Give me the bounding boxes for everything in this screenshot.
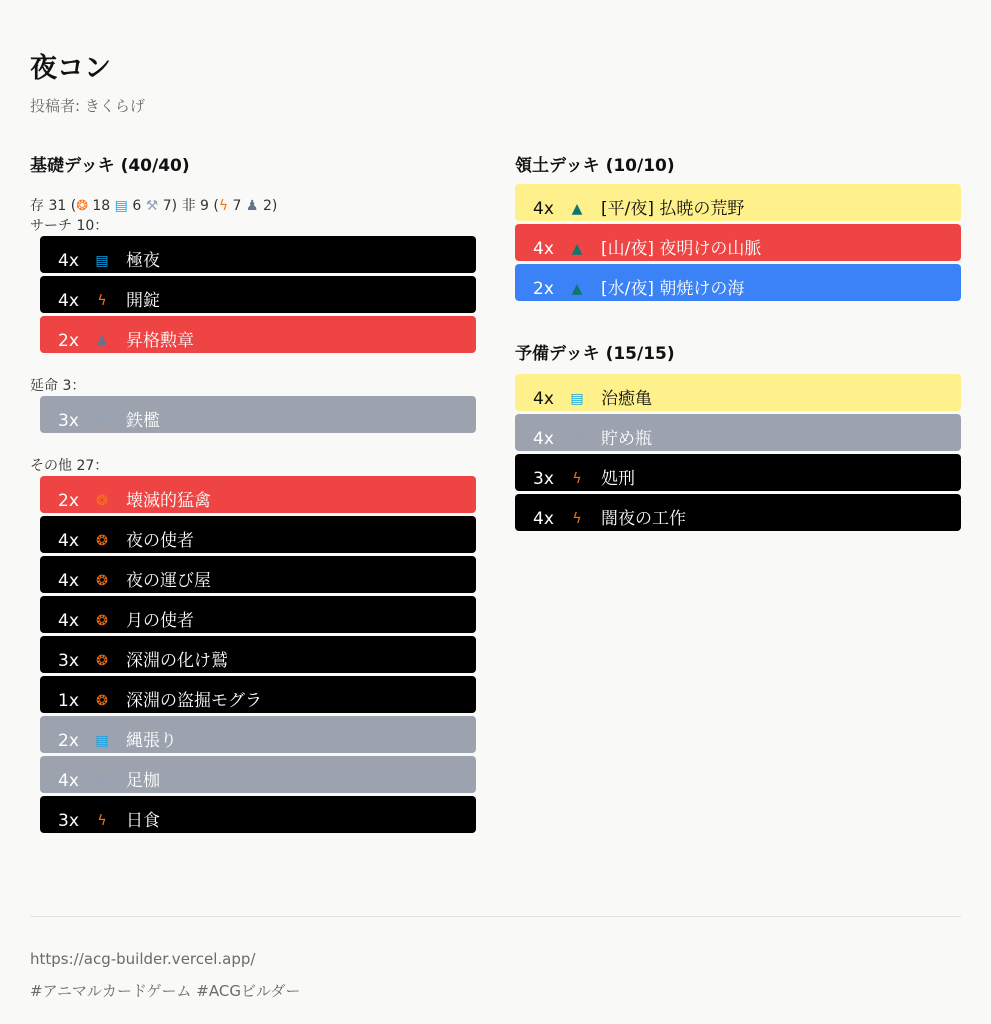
main-deck-categories bbox=[30, 216, 476, 833]
summary-tool-count: 7) bbox=[162, 198, 178, 214]
page-title: 夜コン bbox=[30, 53, 111, 84]
card-name: 治癒亀 bbox=[601, 389, 652, 409]
card-count: 4x bbox=[58, 531, 79, 551]
bolt-icon: ϟ bbox=[97, 813, 107, 829]
card-count: 3x bbox=[58, 811, 79, 831]
card-count: 4x bbox=[58, 771, 79, 791]
category-card-list bbox=[40, 476, 476, 833]
card-count: 4x bbox=[533, 509, 554, 529]
category-label: サーチ 10： bbox=[30, 218, 109, 234]
summary-prefix: 存 31 ( bbox=[30, 198, 77, 214]
fox-icon: ❂ bbox=[96, 573, 108, 589]
card-name: 夜の運び屋 bbox=[126, 571, 211, 591]
card-row[interactable] bbox=[40, 396, 476, 433]
card-name: 闇夜の工作 bbox=[601, 509, 686, 529]
card-name: 縄張り bbox=[126, 731, 177, 751]
card-name: 日食 bbox=[126, 811, 160, 831]
card-row[interactable] bbox=[515, 374, 961, 411]
card-row[interactable] bbox=[40, 716, 476, 753]
author-line: 投稿者: きくらげ bbox=[30, 97, 145, 115]
category-card-list bbox=[40, 396, 476, 433]
card-count: 4x bbox=[58, 251, 79, 271]
card-row[interactable] bbox=[40, 756, 476, 793]
card-row[interactable] bbox=[515, 224, 961, 261]
map-icon: ▤ bbox=[114, 198, 128, 214]
card-count: 4x bbox=[533, 199, 554, 219]
card-row[interactable] bbox=[40, 516, 476, 553]
card-row[interactable] bbox=[40, 796, 476, 833]
card-count: 4x bbox=[58, 291, 79, 311]
summary-bolt-count: 7 bbox=[232, 198, 242, 214]
summary-fox-count: 18 bbox=[92, 198, 111, 214]
card-count: 4x bbox=[58, 571, 79, 591]
card-name: 極夜 bbox=[126, 251, 160, 271]
bolt-icon: ϟ bbox=[218, 198, 229, 214]
fox-icon: ❂ bbox=[96, 613, 108, 629]
card-count: 4x bbox=[533, 389, 554, 409]
bolt-icon: ϟ bbox=[572, 511, 582, 527]
territory-deck-heading: 領土デッキ (10/10) bbox=[515, 156, 675, 176]
deck-summary bbox=[30, 196, 476, 216]
person-icon: ♟ bbox=[95, 333, 109, 349]
bolt-icon: ϟ bbox=[572, 471, 582, 487]
category-label: 延命 3： bbox=[30, 378, 86, 394]
card-name: 開錠 bbox=[126, 291, 160, 311]
card-row[interactable] bbox=[40, 236, 476, 273]
card-count: 3x bbox=[58, 411, 79, 431]
bolt-icon: ϟ bbox=[97, 293, 107, 309]
fox-icon: ❂ bbox=[96, 533, 108, 549]
card-row[interactable] bbox=[40, 276, 476, 313]
card-name: 昇格勲章 bbox=[126, 331, 194, 351]
card-row[interactable] bbox=[515, 184, 961, 221]
card-count: 3x bbox=[58, 651, 79, 671]
territory-card-list bbox=[515, 184, 961, 301]
card-row[interactable] bbox=[40, 316, 476, 353]
card-row[interactable] bbox=[515, 454, 961, 491]
card-name: 深淵の化け鷲 bbox=[126, 651, 228, 671]
card-name: [平/夜] 払暁の荒野 bbox=[601, 199, 745, 219]
wrench-icon: ⚒ bbox=[95, 773, 109, 789]
map-icon: ▤ bbox=[95, 733, 109, 749]
card-count: 2x bbox=[58, 731, 79, 751]
landscape-icon: ▲ bbox=[571, 201, 583, 217]
wrench-icon: ⚒ bbox=[570, 431, 584, 447]
card-row[interactable] bbox=[515, 494, 961, 531]
reserve-card-list bbox=[515, 374, 961, 531]
main-deck-heading: 基礎デッキ (40/40) bbox=[30, 156, 190, 176]
card-row[interactable] bbox=[40, 636, 476, 673]
card-row[interactable] bbox=[40, 596, 476, 633]
footer-hashtags: #アニマルカードゲーム #ACGビルダー bbox=[30, 982, 301, 1000]
card-name: 夜の使者 bbox=[126, 531, 194, 551]
card-name: 月の使者 bbox=[126, 611, 194, 631]
card-row[interactable] bbox=[515, 264, 961, 301]
wrench-icon: ⚒ bbox=[95, 413, 109, 429]
card-count: 2x bbox=[58, 491, 79, 511]
summary-map-count: 6 bbox=[132, 198, 142, 214]
footer-url-link[interactable]: https://acg-builder.vercel.app/ bbox=[30, 950, 256, 968]
fox-icon: ❂ bbox=[96, 693, 108, 709]
card-count: 4x bbox=[533, 239, 554, 259]
card-count: 4x bbox=[533, 429, 554, 449]
landscape-icon: ▲ bbox=[571, 241, 583, 257]
card-row[interactable] bbox=[40, 476, 476, 513]
category-card-list bbox=[40, 236, 476, 353]
card-name: 処刑 bbox=[601, 469, 635, 489]
map-icon: ▤ bbox=[570, 391, 584, 407]
landscape-icon: ▲ bbox=[571, 281, 583, 297]
person-icon: ♟ bbox=[245, 198, 259, 214]
tools-icon: ⚒ bbox=[145, 198, 159, 214]
card-count: 3x bbox=[533, 469, 554, 489]
card-count: 2x bbox=[533, 279, 554, 299]
footer-divider bbox=[30, 916, 961, 917]
card-count: 4x bbox=[58, 611, 79, 631]
card-name: 壊滅的猛禽 bbox=[126, 491, 211, 511]
card-name: 鉄檻 bbox=[126, 411, 160, 431]
card-row[interactable] bbox=[515, 414, 961, 451]
card-name: 足枷 bbox=[126, 771, 160, 791]
fox-icon: ❂ bbox=[96, 653, 108, 669]
summary-person-count: 2) bbox=[262, 198, 278, 214]
card-name: 貯め瓶 bbox=[601, 429, 652, 449]
summary-mid: 非 9 ( bbox=[181, 198, 219, 214]
card-count: 2x bbox=[58, 331, 79, 351]
side-decks-section bbox=[515, 152, 961, 534]
card-count: 1x bbox=[58, 691, 79, 711]
map-icon: ▤ bbox=[95, 253, 109, 269]
card-row[interactable] bbox=[40, 676, 476, 713]
card-name: 深淵の盗掘モグラ bbox=[126, 691, 262, 711]
card-row[interactable] bbox=[40, 556, 476, 593]
fox-icon: ❂ bbox=[76, 198, 88, 214]
reserve-deck-heading: 予備デッキ (15/15) bbox=[515, 344, 675, 364]
fox-icon: ❂ bbox=[96, 493, 108, 509]
card-name: [水/夜] 朝焼けの海 bbox=[601, 279, 745, 299]
category-label: その他 27： bbox=[30, 458, 109, 474]
card-name: [山/夜] 夜明けの山脈 bbox=[601, 239, 762, 259]
main-deck-section bbox=[30, 152, 476, 836]
